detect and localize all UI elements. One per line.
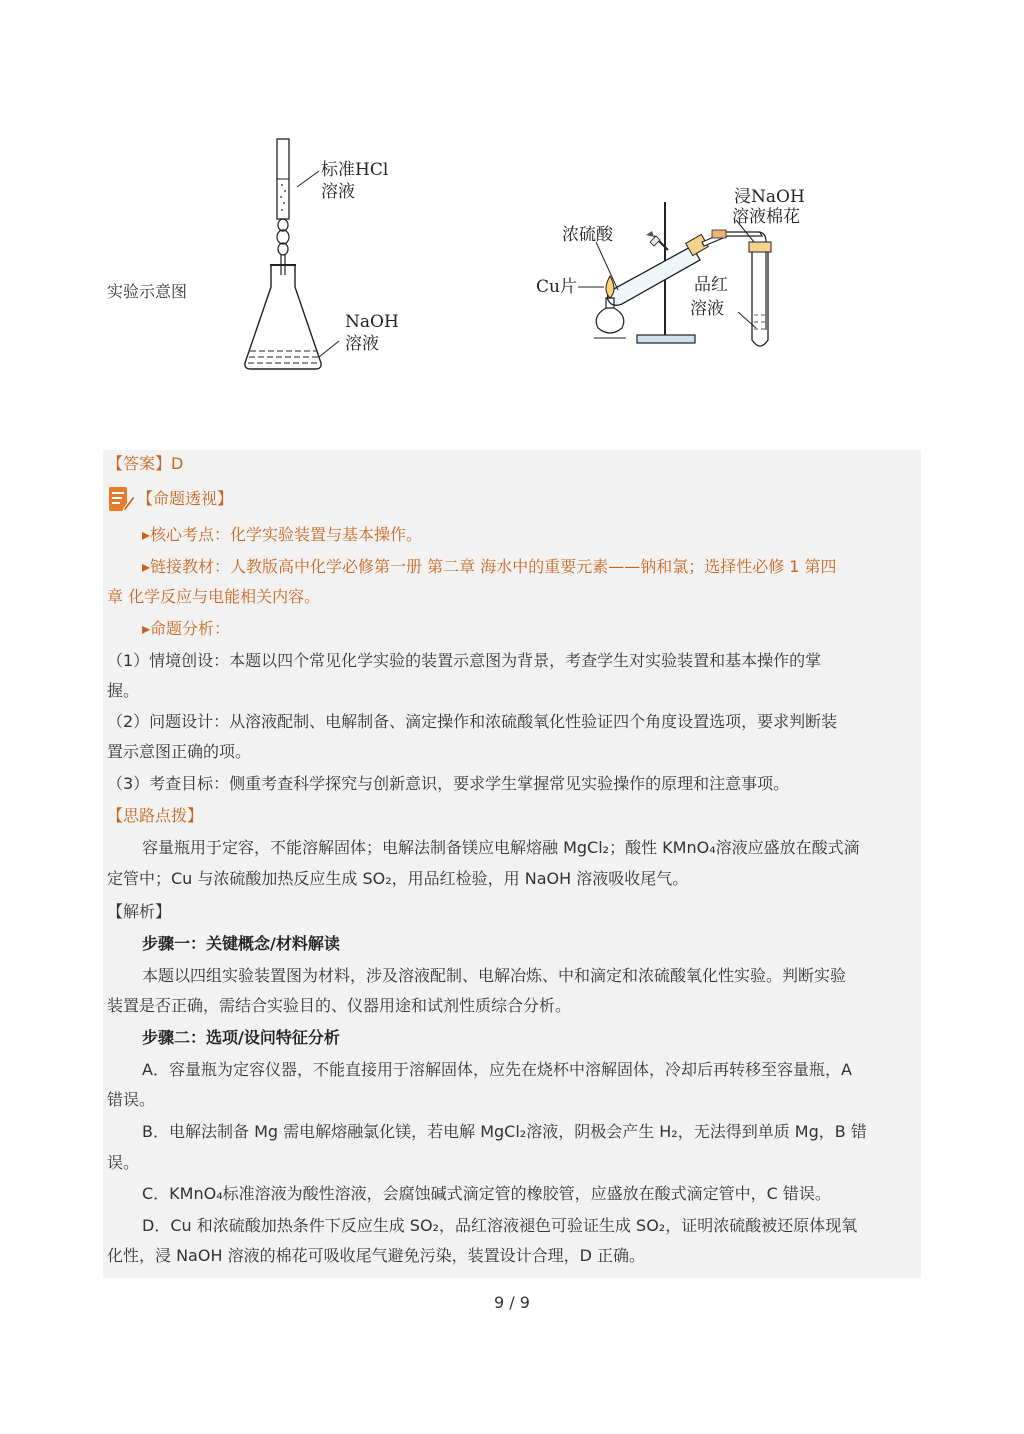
insight-link-1: ▸链接教材：人教版高中化学必修第一册 第二章 海水中的重要元素——钠和氯；选择性必修 1 第四	[142, 557, 837, 576]
insight-title: 【命题透视】	[137, 489, 234, 508]
insight-p2-1: （2）问题设计：从溶液配制、电解制备、滴定操作和浓硫酸氧化性验证四个角度设置选项，要求判断装	[107, 712, 838, 731]
hint-line-2: 定管中；Cu 与浓硫酸加热反应生成 SO₂，用品红检验，用 NaOH 溶液吸收尾气。	[107, 869, 689, 888]
titration-diagram	[235, 135, 405, 380]
insight-analysis: ▸命题分析：	[142, 619, 231, 638]
cotton-label-2: 溶液棉花	[732, 207, 800, 227]
option-b-line-1: B．电解法制备 Mg 需电解熔融氯化镁，若电解 MgCl₂溶液，阴极会产生 H₂，无法得到单质 Mg，B 错	[142, 1122, 867, 1141]
copper-acid-apparatus-diagram	[530, 180, 820, 355]
notepad-pencil-icon	[106, 484, 136, 514]
hint-line-1: 容量瓶用于定容，不能溶解固体；电解法制备镁应电解熔融 MgCl₂；酸性 KMnO₄溶液应盛放在酸式滴	[142, 838, 860, 857]
cu-label: Cu片	[536, 277, 577, 297]
solution-title: 【解析】	[107, 902, 172, 921]
page-number: 9 / 9	[494, 1293, 530, 1312]
acid-label: 浓硫酸	[562, 225, 613, 245]
buret-label-1: 标准HCl	[321, 160, 389, 180]
solution-s1-line-2: 装置是否正确，需结合实验目的、仪器用途和试剂性质综合分析。	[107, 996, 572, 1015]
flask-label-2: 溶液	[345, 334, 379, 354]
diagram-caption: 实验示意图	[107, 282, 188, 301]
insight-p1-2: 握。	[107, 681, 140, 700]
solution-step-2: 步骤二：选项/设问特征分析	[142, 1028, 340, 1047]
insight-p2-2: 置示意图正确的项。	[107, 742, 252, 761]
dye-label-2: 溶液	[690, 299, 724, 319]
flask-label-1: NaOH	[345, 312, 399, 332]
insight-core: ▸核心考点：化学实验装置与基本操作。	[142, 525, 423, 544]
insight-link-2: 章 化学反应与电能相关内容。	[107, 587, 321, 606]
cotton-label-1: 浸NaOH	[734, 187, 805, 207]
option-a-line-1: A．容量瓶为定容仪器，不能直接用于溶解固体，应先在烧杯中溶解固体，冷却后再转移至容量瓶，A	[142, 1060, 852, 1079]
solution-step-1: 步骤一：关键概念/材料解读	[142, 934, 340, 953]
insight-p1-1: （1）情境创设：本题以四个常见化学实验的装置示意图为背景，考查学生对实验装置和基本操作的掌	[107, 651, 822, 670]
dye-label-1: 品红	[694, 275, 728, 295]
option-c-line: C．KMnO₄标准溶液为酸性溶液，会腐蚀碱式滴定管的橡胶管，应盛放在酸式滴定管中，C 错误。	[142, 1184, 831, 1203]
buret-label-2: 溶液	[321, 182, 355, 202]
answer-line: 【答案】D	[107, 454, 184, 473]
hint-title: 【思路点拨】	[107, 806, 204, 825]
solution-s1-line-1: 本题以四组实验装置图为材料，涉及溶液配制、电解冶炼、中和滴定和浓硫酸氧化性实验。判断实验	[142, 966, 847, 985]
insight-p3: （3）考查目标：侧重考查科学探究与创新意识，要求学生掌握常见实验操作的原理和注意事项。	[107, 774, 790, 793]
option-d-line-1: D．Cu 和浓硫酸加热条件下反应生成 SO₂，品红溶液褪色可验证生成 SO₂，证明浓硫酸被还原体现氧	[142, 1216, 858, 1235]
option-a-line-2: 错误。	[107, 1090, 156, 1109]
option-d-line-2: 化性，浸 NaOH 溶液的棉花可吸收尾气避免污染，装置设计合理，D 正确。	[107, 1246, 645, 1265]
option-b-line-2: 误。	[107, 1153, 140, 1172]
